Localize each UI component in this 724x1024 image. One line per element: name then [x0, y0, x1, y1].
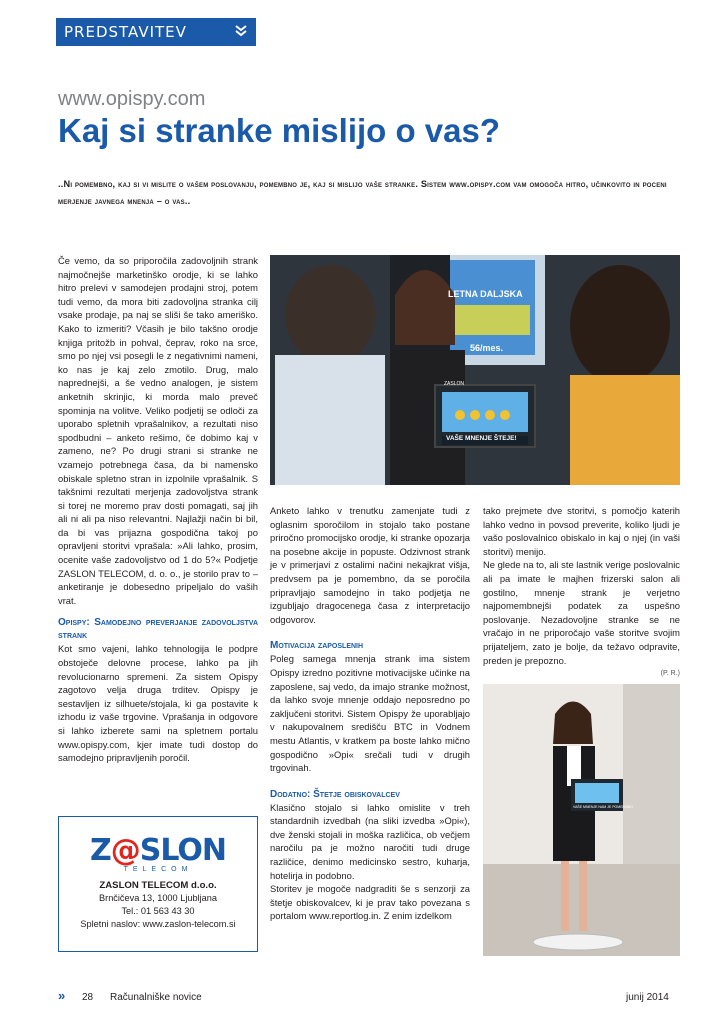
subheading: Motivacija zaposlenih [270, 640, 364, 652]
author-signature: (P. R.) [660, 670, 680, 678]
poster-price: 56/mes. [470, 343, 504, 353]
paragraph: tako prejmete dve storitvi, s pomočjo katerih lahko vedno in povsod preverite, koliko ljudi je vašo poslovalnico obiskalo in kaj o njej (in vaši storitvi) menijo. [483, 505, 680, 557]
paragraph: Ne glede na to, ali ste lastnik verige poslovalnic ali pa imate le majhen frizerski salon ali gostilno, mnenje strank je verjetno najpomembnejši podatek za uspešno poslovanje. Nezadovoljne stranke se ne vračajo in ne priporočajo vaše storitve svojim prijateljem, zato je bolje, da težavo odpravite, preden je prepozno. [483, 559, 680, 666]
company-name: ZASLON TELECOM d.o.o. [99, 880, 217, 891]
poster-text: LETNA DALJSKA [448, 289, 523, 299]
kiosk-photo [270, 255, 680, 485]
section-label: PREDSTAVITEV [64, 23, 187, 41]
company-address: Brnčičeva 13, 1000 Ljubljana [99, 893, 217, 903]
paragraph: Če vemo, da so priporočila zadovoljnih strank najmočnejše marketinško orodje, ki se lahko hitro prelevi v samodejen prodajni stroj, potem tudi vemo, da mora biti zadovoljna stranka cilj vsake prodaje, pa naj se sliši še tako ameriško. Kako to izmeriti? Včasih je bilo takšno orodje knjiga pritožb in pohval, čeprav, roko na srce, smo po njej vsi posegli le z negativnimi nameni, ko nas je kaj zelo zmotilo. Drug, malo naprednejši, a še vedno analogen, je sistem anketnih skrinjic, ki morda malo preveč spominja na volitve. Veliko podjetij se odloči za uporabo spletnih vprašalnikov, a rezultati niso spodbudni – anketo rešimo, če dobimo kaj v zameno, ne? Po drugi strani si stranke ne vzamejo potrebnega časa, da bi namensko obiskale spletno stran in izpolnile vprašalnik. S takšnimi rezultati merjenja zadovoljstva strank si torej ne moremo prav dosti pomagati, saj jih ali ni ali pa niso relevantni. Najlažji način bi bil, da bi vas prijazna gospodična takoj po opravljeni storitvi vprašala: »Ali lahko, prosim, ocenite vaše zadovoljstvo od 1 do 5?« Podjetje ZASLON TELECOM, d. o. o., je storilo prav to – anketiranje je dobesedno pripeljalo do vaših vrat. [58, 255, 258, 606]
page-number: 28 [82, 992, 94, 1003]
paragraph: Kot smo vajeni, lahko tehnologija le podpre obstoječe delovne procese, lahko pa jih revolucionarno spremeni. Za sistem Opispy zagotovo velja druga trditev. Opispy je sestavljen iz silhuete/stojala, ki ga postavite k izhodu iz vaše trgovine. Vprašanja in odgovore si lahko izberete sami na spletnem portalu www.opispy.com, kjer imate tudi dostop do samodejno pripravljenih poročil. [58, 643, 258, 764]
paragraph: Anketo lahko v trenutku zamenjate tudi z oglasnim sporočilom in stojalo tako postane priročno promocijsko orodje, ki stranke opozarja na posebne akcije in popuste. Odzivnost strank je v primerjavi z ostalimi načini nekajkrat višja, predvsem pa je pomembno, da se poročila pripravljajo samodejno in tako podjetja ne izgubljajo dragocenega časa z interpretacijo odgovorov. [270, 505, 470, 625]
section-header [56, 18, 256, 46]
company-logo: Z@SLON [89, 833, 227, 868]
standee-photo [483, 684, 680, 956]
footer-arrow-icon: » [58, 988, 66, 1003]
paragraph: Storitev je mogoče nadgraditi še s senzorji za štetje obiskovalcev, ki je prav tako povezana s portalom www.reportlog.in. Z enim izdelkom [270, 883, 470, 922]
paragraph: Klasično stojalo si lahko omislite v treh standardnih izvedbah (na sliki izvedba »Opi«), dve ženski stojali in moška različica, ob večjem naročilu pa je možno naročiti tudi druge različice, denimo medicinsko sestro, kuharja, hotelirja in podobno. [270, 801, 470, 881]
subheading: Dodatno: Štetje obiskovalcev [270, 788, 400, 800]
paragraph: Poleg samega mnenja strank ima sistem Opispy izredno pozitivne motivacijske učinke na zaposlene, saj vedo, da imajo stranke možnost, da lahko svoje mnenje oddajo neposredno po zaključeni storitvi. Sistem Opispy že uporabljajo v nakupovalnem središču BTC in Vodnem mestu Atlantis, v kratkem pa boste lahko mično gospodično »Opi« srečali tudi v drugih trgovinah. [270, 653, 470, 774]
double-chevron-down-icon [234, 24, 248, 40]
subheading: Opispy: Samodejno preverjanje zadovoljstva strank [58, 617, 258, 642]
kiosk-screen-text: ZASLON [444, 381, 465, 387]
column-3 [483, 504, 680, 681]
kiosk-label: VAŠE MNENJE ŠTEJE! [446, 435, 517, 442]
article-url[interactable]: www.opispy.com [58, 88, 206, 110]
company-logo-subtitle: TELECOM [123, 866, 193, 873]
article-lead: ..Ni pomembno, kaj si vi mislite o vašem poslovanju, pomembno je, kaj si mislijo vaše stranke. Sistem www.opispy.com vam omogoča hitro, učinkovito in poceni merjenje javnega mnenja – o vas.. [58, 179, 667, 206]
company-website[interactable]: Spletni naslov: www.zaslon-telecom.si [80, 919, 236, 929]
column-2 [270, 504, 470, 923]
standee-sign: VAŠE MNENJE NAM JE POMEMBNO [573, 805, 634, 809]
company-box [58, 816, 258, 952]
company-phone: Tel.: 01 563 43 30 [121, 906, 195, 916]
article-title: Kaj si stranke mislijo o vas? [58, 112, 501, 149]
magazine-name: Računalniške novice [110, 992, 202, 1003]
column-1 [58, 254, 258, 765]
issue-date: junij 2014 [626, 992, 669, 1003]
